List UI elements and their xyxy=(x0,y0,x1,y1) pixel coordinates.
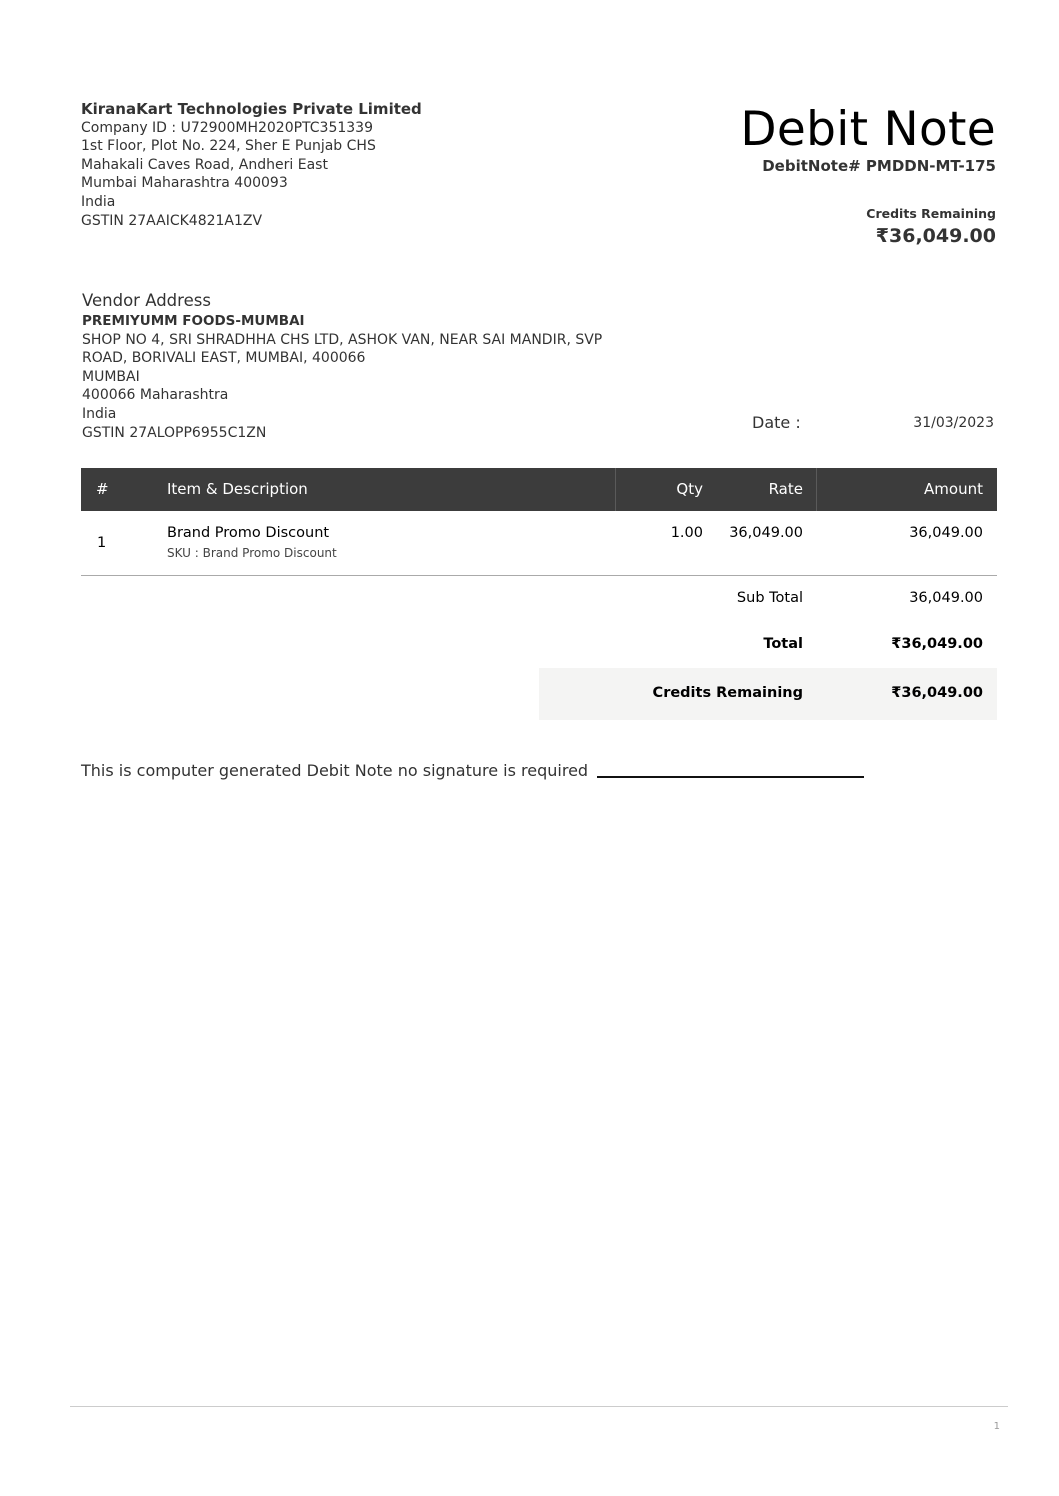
header-divider xyxy=(816,468,817,511)
page-footer-divider xyxy=(70,1406,1008,1407)
header-rate: Rate xyxy=(768,480,803,498)
company-country: India xyxy=(81,193,116,210)
signature-line xyxy=(597,776,864,778)
subtotal-value: 36,049.00 xyxy=(909,590,983,606)
vendor-country: India xyxy=(82,405,117,422)
total-label: Total xyxy=(763,636,803,652)
table-row xyxy=(81,511,997,576)
items-table-header xyxy=(81,468,997,511)
credits-remaining-total-value: ₹36,049.00 xyxy=(891,685,983,701)
header-qty: Qty xyxy=(676,480,703,498)
company-city: Mumbai Maharashtra 400093 xyxy=(81,175,288,192)
date-label: Date : xyxy=(752,413,801,432)
vendor-state: 400066 Maharashtra xyxy=(82,387,229,404)
company-address-line-2: Mahakali Caves Road, Andheri East xyxy=(81,156,328,173)
row-item-name: Brand Promo Discount xyxy=(167,525,330,541)
computer-generated-note: This is computer generated Debit Note no signature is required xyxy=(81,761,589,780)
company-address-line-1: 1st Floor, Plot No. 224, Sher E Punjab CHS xyxy=(81,138,376,155)
date-value: 31/03/2023 xyxy=(913,415,994,431)
header-divider xyxy=(615,468,616,511)
vendor-address-line-2: ROAD, BORIVALI EAST, MUMBAI, 400066 xyxy=(82,350,366,367)
company-gstin: GSTIN 27AAICK4821A1ZV xyxy=(81,212,263,229)
row-amount: 36,049.00 xyxy=(909,525,983,541)
page-number: 1 xyxy=(993,1421,1000,1432)
vendor-gstin: GSTIN 27ALOPP6955C1ZN xyxy=(82,424,267,441)
vendor-block xyxy=(82,290,602,442)
document-title: Debit Note xyxy=(740,102,996,157)
vendor-address-label: Vendor Address xyxy=(82,291,211,310)
company-name: KiranaKart Technologies Private Limited xyxy=(81,100,422,118)
vendor-city: MUMBAI xyxy=(82,368,140,385)
row-item-sku: SKU : Brand Promo Discount xyxy=(167,546,337,560)
credits-remaining-amount: ₹36,049.00 xyxy=(875,225,996,247)
credits-remaining-label: Credits Remaining xyxy=(866,206,996,221)
header-amount: Amount xyxy=(924,480,983,498)
header-number: # xyxy=(96,480,109,498)
credits-remaining-total-label: Credits Remaining xyxy=(652,685,803,701)
subtotal-label: Sub Total xyxy=(736,590,803,606)
debit-note-number: DebitNote# PMDDN-MT-175 xyxy=(762,157,996,175)
vendor-name: PREMIYUMM FOODS-MUMBAI xyxy=(82,313,305,329)
vendor-address-line-1: SHOP NO 4, SRI SHRADHHA CHS LTD, ASHOK VAN, NEAR SAI MANDIR, SVP xyxy=(82,331,603,348)
row-rate: 36,049.00 xyxy=(729,525,803,541)
total-value: ₹36,049.00 xyxy=(891,636,983,652)
company-block xyxy=(81,100,422,230)
row-qty: 1.00 xyxy=(670,525,703,541)
company-id: Company ID : U72900MH2020PTC351339 xyxy=(81,119,373,136)
header-item-description: Item & Description xyxy=(167,480,308,498)
row-number: 1 xyxy=(97,535,107,551)
